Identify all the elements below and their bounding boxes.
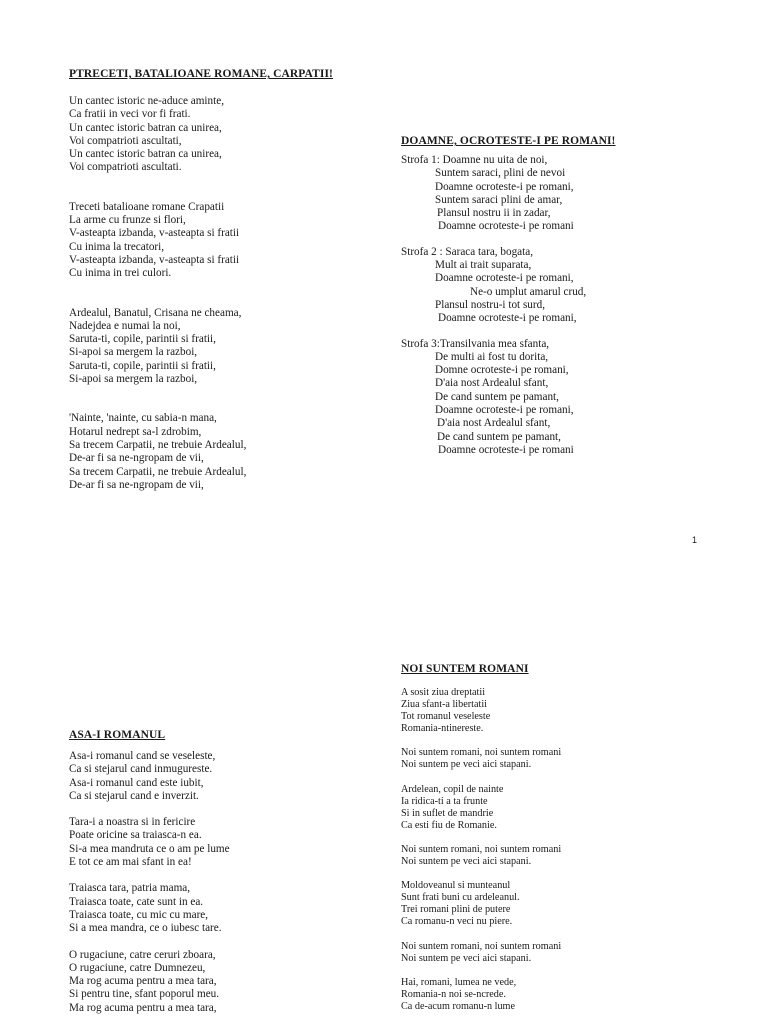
verse-line: D'aia nost Ardealul sfant,	[435, 377, 549, 390]
verse-line: D'aia nost Ardealul sfant,	[437, 417, 551, 430]
chorus	[401, 747, 561, 771]
verse-line: De-ar fi sa ne-ngropam de vii,	[69, 478, 204, 491]
verse-line: Noi suntem romani, noi suntem romani	[401, 940, 562, 952]
stanza	[69, 95, 333, 175]
song-title: NOI SUNTEM ROMANI	[401, 663, 529, 675]
verse-line: Si-apoi sa mergem la razboi,	[69, 373, 198, 386]
verse-line: E tot ce am mai sfant in ea!	[69, 856, 192, 869]
verse-line: Saruta-ti, copile, parintii si fratii,	[69, 359, 216, 372]
song-asa-i-romanul	[69, 729, 230, 1015]
verse-line: Domne ocroteste-i pe romani,	[435, 364, 569, 377]
verse-line: Treceti batalioane romane Crapatii	[69, 200, 225, 213]
verse-line: Ziua sfant-a libertatii	[401, 699, 487, 711]
verse-line: Noi suntem pe veci aici stapani.	[401, 856, 532, 868]
chorus	[401, 941, 561, 965]
verse-line: Tot romanul veseleste	[401, 711, 491, 723]
verse-line: Strofa 2 : Saraca tara, bogata,	[401, 245, 534, 258]
verse-line: Si in suflet de mandrie	[401, 807, 494, 819]
verse-line: Asa-i romanul cand este iubit,	[69, 776, 204, 789]
verse-line: Traiasca toate, cu mic cu mare,	[69, 908, 209, 921]
verse-line: Doamne ocroteste-i pe romani,	[435, 404, 574, 417]
verse-line: Mult ai trait suparata,	[435, 259, 532, 272]
verse-line: Un cantec istoric ne-aduce aminte,	[69, 95, 224, 107]
chorus	[401, 844, 561, 868]
verse-line: Sa trecem Carpatii, ne trebuie Ardealul,	[69, 438, 247, 451]
verse-line: Un cantec istoric batran ca unirea,	[69, 148, 222, 161]
verse-line: Noi suntem pe veci aici stapani.	[401, 759, 532, 771]
verse-line: Si-apoi sa mergem la razboi,	[69, 346, 198, 359]
verse-line: Poate oricine sa traiasca-n ea.	[69, 829, 202, 842]
verse-line: Trei romani plini de putere	[401, 904, 511, 916]
stanza	[69, 307, 333, 387]
verse-line: Plansul nostru ii in zadar,	[437, 207, 551, 220]
verse-line: Sunt frati buni cu ardeleanul.	[401, 892, 520, 904]
song-noi-suntem-romani	[401, 663, 561, 1013]
verse-line: Ma rog acuma pentru a mea tara,	[69, 1001, 217, 1014]
song-title: ASA-I ROMANUL	[69, 729, 166, 741]
verse-line: Ma rog acuma pentru a mea tara,	[69, 975, 217, 988]
verse-line: Noi suntem romani, noi suntem romani	[401, 843, 562, 855]
stanza	[69, 882, 230, 935]
verse-line: Traiasca tara, patria mama,	[69, 882, 191, 895]
verse-line: Moldoveanul si munteanul	[401, 880, 511, 892]
verse-line: O rugaciune, catre Dumnezeu,	[69, 961, 206, 974]
verse-line: Si pentru tine, sfant poporul meu.	[69, 988, 220, 1001]
verse-line: V-asteapta izbanda, v-asteapta si fratii	[69, 253, 240, 266]
stanza	[69, 750, 230, 803]
verse-line: Si a mea mandra, ce o iubesc tare.	[69, 922, 222, 935]
verse-line: Ca esti fiu de Romanie.	[401, 819, 497, 831]
stanza	[69, 412, 333, 492]
verse-line: Tara-i a noastra si in fericire	[69, 816, 196, 829]
verse-line: De multi ai fost tu dorita,	[435, 350, 549, 363]
page-number: 1	[692, 535, 698, 545]
verse-line: Noi suntem romani, noi suntem romani	[401, 747, 562, 759]
stanza	[69, 816, 230, 869]
stanza	[401, 880, 561, 928]
verse-line: De cand suntem pe pamant,	[437, 430, 561, 443]
verse-line: Doamne ocroteste-i pe romani	[438, 220, 574, 233]
verse-line: Hotarul nedrept sa-l zdrobim,	[69, 425, 202, 438]
verse-line: Voi compatrioti ascultati,	[69, 134, 182, 147]
verse-line: Plansul nostru-i tot surd,	[435, 298, 546, 311]
song-title: DOAMNE, OCROTESTE-I PE ROMANI!	[401, 135, 616, 147]
verse-line: Ca fratii in veci vor fi frati.	[69, 108, 191, 121]
stanza	[401, 784, 561, 832]
verse-line: Romania-ntinereste.	[401, 723, 484, 735]
song-title: PTRECETI, BATALIOANE ROMANE, CARPATII!	[69, 68, 333, 80]
stanza	[401, 687, 561, 735]
verse-line: Doamne ocroteste-i pe romani,	[435, 180, 574, 193]
verse-line: Suntem saraci, plini de nevoi	[435, 167, 566, 180]
verse-line: Doamne ocroteste-i pe romani,	[438, 312, 577, 325]
verse-line: De cand suntem pe pamant,	[435, 390, 559, 403]
verse-line: V-asteapta izbanda, v-asteapta si fratii	[69, 227, 240, 240]
stanza	[401, 977, 561, 1013]
verse-line: Asa-i romanul cand se veseleste,	[69, 750, 216, 762]
verse-line: A sosit ziua dreptatii	[401, 687, 486, 698]
verse-line: Sa trecem Carpatii, ne trebuie Ardealul,	[69, 465, 247, 478]
song-doamne	[401, 135, 615, 457]
verse-line: Voi compatrioti ascultati.	[69, 161, 182, 174]
verse-line: Suntem saraci plini de amar,	[435, 193, 563, 206]
verse-line: Noi suntem pe veci aici stapani.	[401, 952, 532, 964]
stanza	[401, 154, 615, 234]
stanza	[69, 201, 333, 281]
verse-line: Cu inima la trecatori,	[69, 240, 165, 253]
verse-line: O rugaciune, catre ceruri zboara,	[69, 948, 216, 961]
verse-line: De-ar fi sa ne-ngropam de vii,	[69, 452, 204, 465]
verse-line: Ca romanu-n veci nu piere.	[401, 916, 513, 928]
verse-line: La arme cu frunze si flori,	[69, 214, 186, 227]
verse-line: Un cantec istoric batran ca unirea,	[69, 121, 222, 134]
verse-line: Ne-o umplut amarul crud,	[470, 285, 587, 298]
verse-line: 'Nainte, 'nainte, cu sabia-n mana,	[69, 412, 217, 425]
verse-line: Ca de-acum romanu-n lume	[401, 1000, 516, 1012]
stanza	[401, 246, 615, 326]
verse-line: Ia ridica-ti a ta frunte	[401, 795, 488, 807]
verse-line: Cu inima in trei culori.	[69, 267, 172, 280]
verse-line: Hai, romani, lumea ne vede,	[401, 976, 517, 988]
verse-line: Ca si stejarul cand inmugureste.	[69, 763, 213, 776]
stanza	[401, 338, 615, 458]
verse-line: Traiasca toate, cate sunt in ea.	[69, 895, 204, 908]
verse-line: Ardelean, copil de nainte	[401, 783, 504, 795]
verse-line: Ca si stejarul cand e inverzit.	[69, 789, 199, 802]
verse-line: Strofa 3:Transilvania mea sfanta,	[401, 337, 550, 350]
verse-line: Doamne ocroteste-i pe romani	[438, 443, 574, 456]
verse-line: Nadejdea e numai la noi,	[69, 319, 181, 332]
verse-line: Saruta-ti, copile, parintii si fratii,	[69, 333, 216, 346]
verse-line: Romania-n noi se-ncrede.	[401, 988, 506, 1000]
verse-line: Strofa 1: Doamne nu uita de noi,	[401, 154, 548, 166]
verse-line: Ardealul, Banatul, Crisana ne cheama,	[69, 306, 242, 319]
song-ptreceti	[69, 68, 333, 492]
verse-line: Doamne ocroteste-i pe romani,	[435, 272, 574, 285]
stanza	[69, 949, 230, 1015]
verse-line: Si-a mea mandruta ce o am pe lume	[69, 842, 230, 855]
